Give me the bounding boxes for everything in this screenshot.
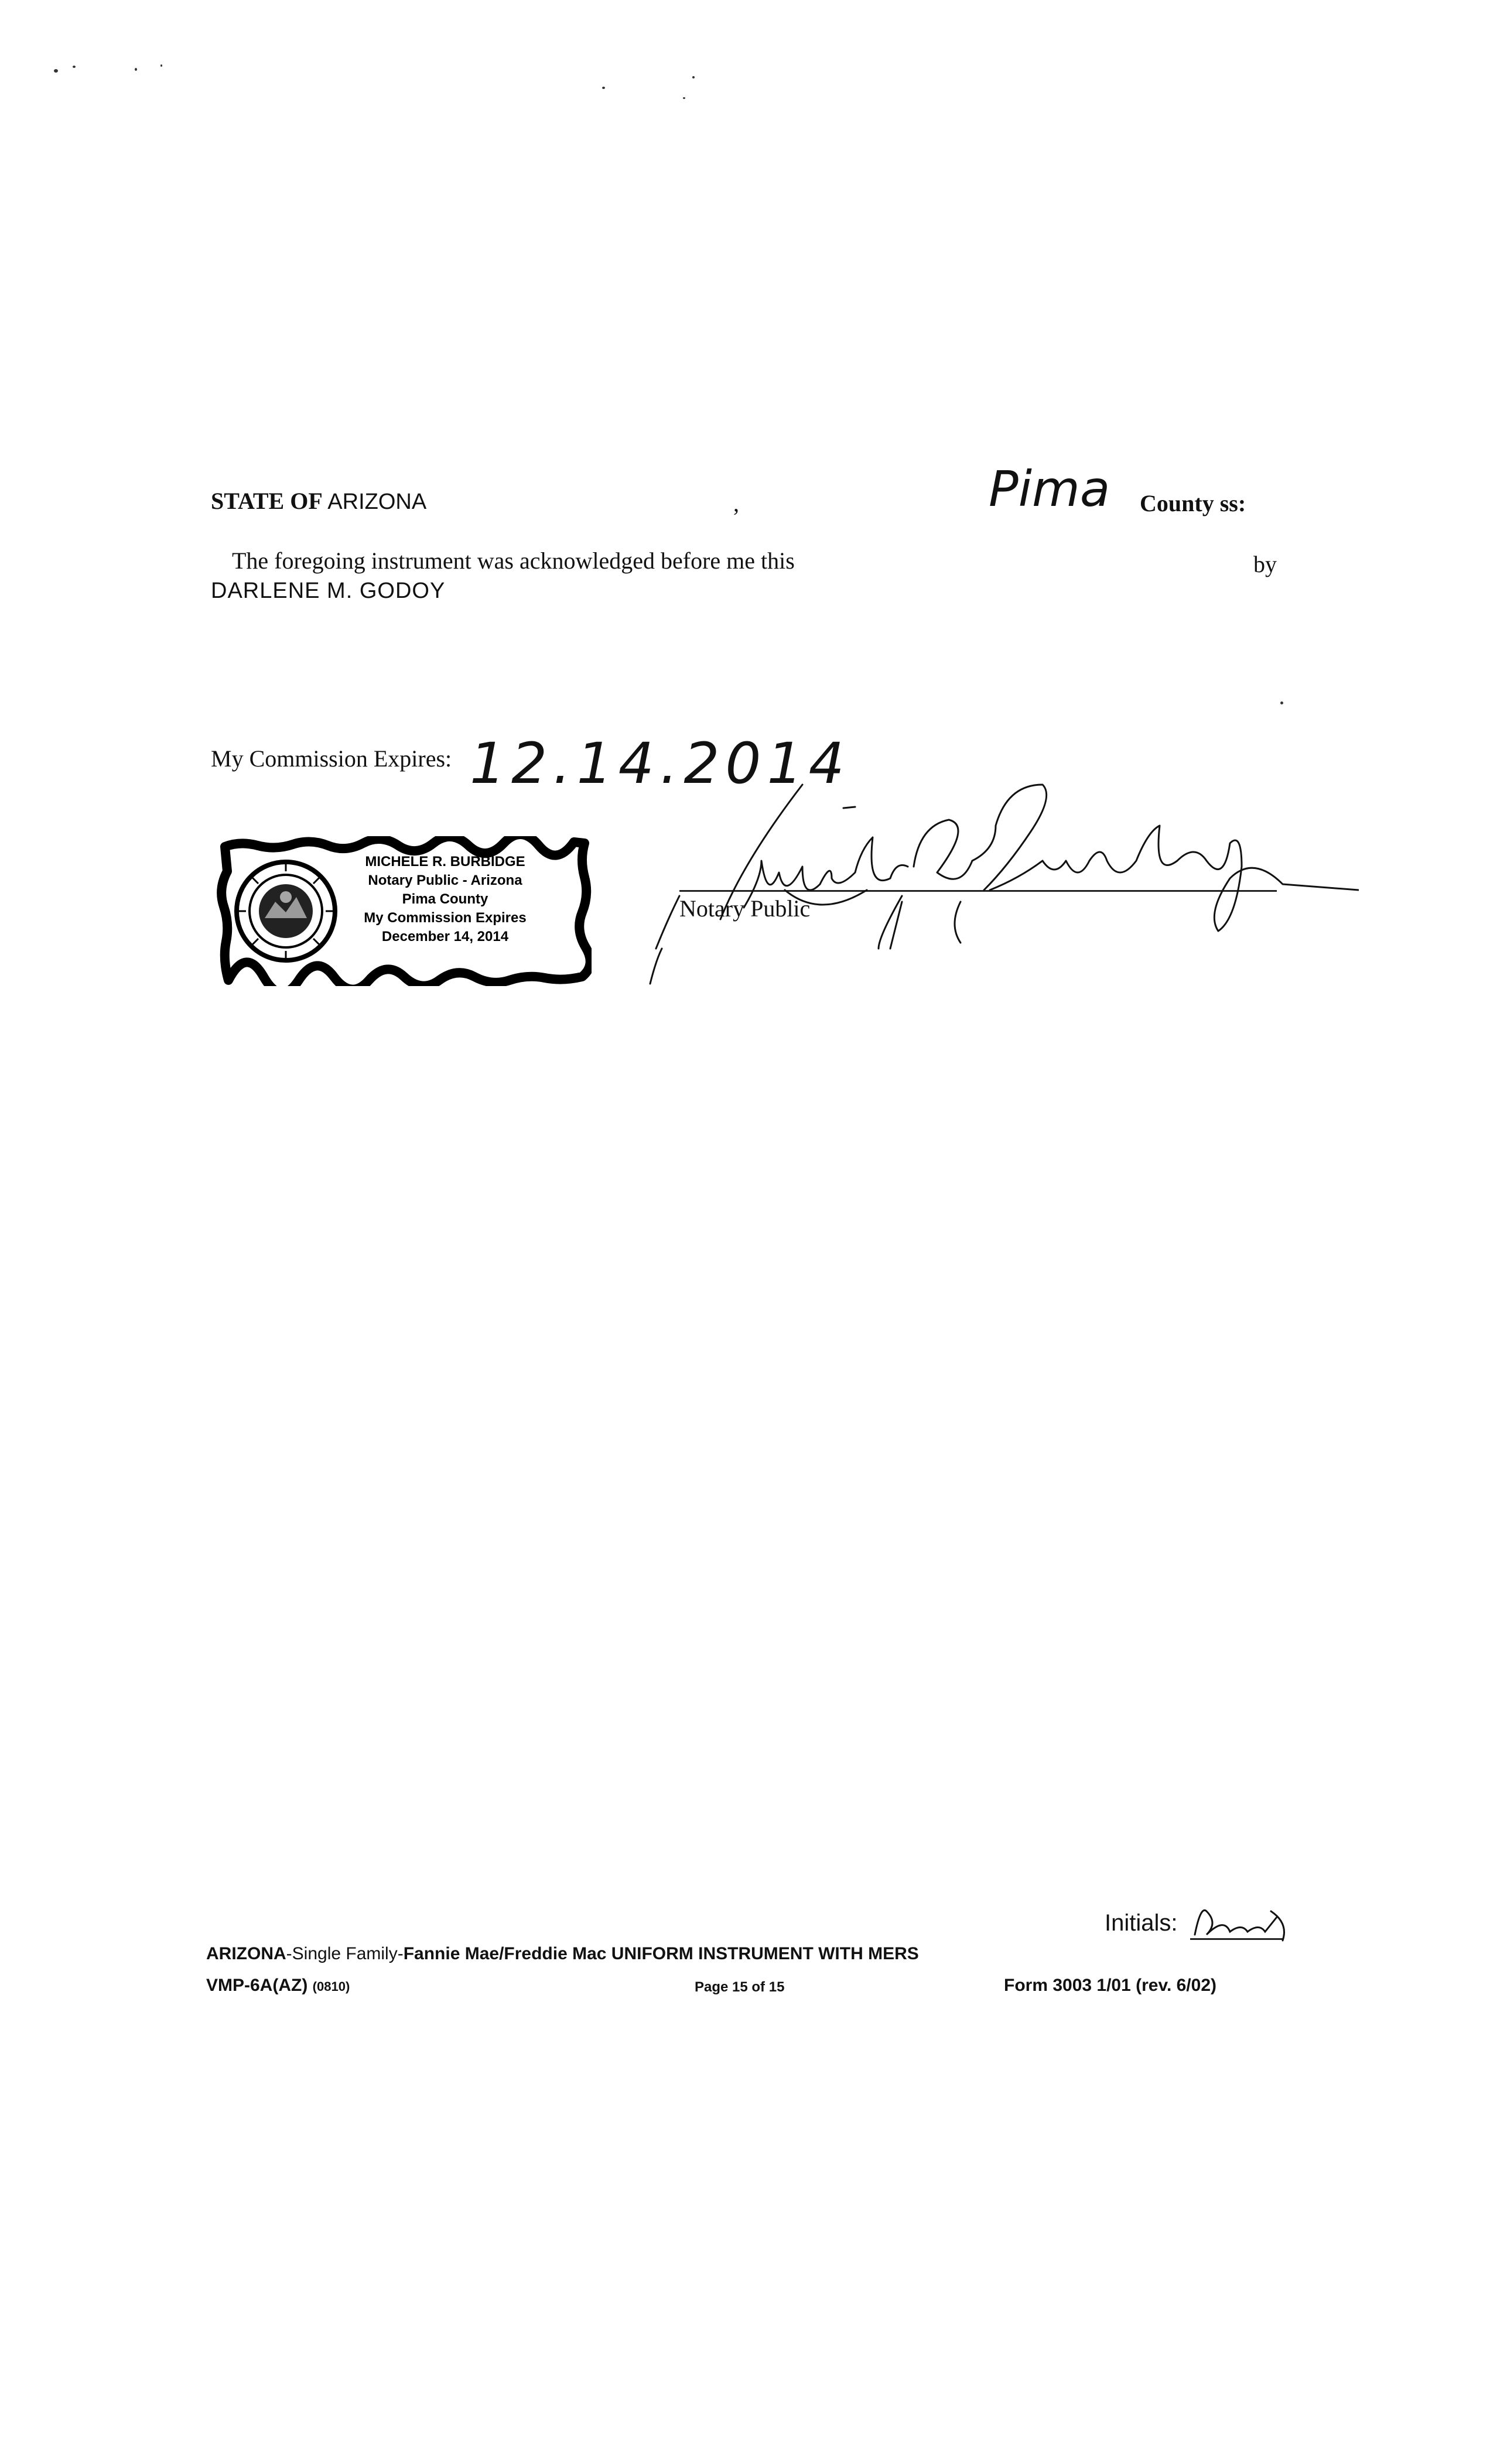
notary-stamp-text [328,853,562,946]
notary-stamp-commission: My Commission Expires [364,910,527,926]
notary-public-label: Notary Public [679,895,811,922]
scan-speck [160,64,162,67]
state-comma: , [733,490,739,516]
state-name: ARIZONA [327,490,427,514]
arizona-seal-icon [237,862,335,960]
by-word: by [1253,551,1277,577]
scan-speck [602,87,605,89]
acknowledgment-text: The foregoing instrument was acknowledged before me this [232,547,795,574]
state-heading [211,487,426,515]
footer-title-uniform: Fannie Mae/Freddie Mac UNIFORM INSTRUMENT WITH MERS [403,1944,919,1963]
footer-title-type: -Single Family- [286,1944,404,1963]
notary-stamp-name: MICHELE R. BURBIDGE [365,854,525,870]
county-suffix: County ss: [1140,490,1246,516]
page-number: Page 15 of 15 [695,1979,785,1995]
form-number: Form 3003 1/01 (rev. 6/02) [1004,1976,1216,1995]
person-name: DARLENE M. GODOY [211,579,446,603]
scan-speck [1280,701,1283,704]
commission-label: My Commission Expires: [211,745,452,772]
notary-stamp-title: Notary Public - Arizona [368,872,522,888]
scan-speck [73,66,76,68]
state-prefix: STATE OF [211,488,322,514]
scan-speck [135,68,137,71]
commission-date-handwritten: 12.14.2014 [470,731,850,796]
form-code: VMP-6A(AZ) [206,1976,308,1995]
scan-speck [54,69,58,73]
county-handwritten: Pima [989,460,1110,518]
notary-stamp-expires: December 14, 2014 [381,929,509,944]
form-code-suffix: (0810) [312,1979,350,1994]
notary-stamp-county: Pima County [402,891,488,907]
notary-signature [644,773,1359,995]
initials-signature [1189,1900,1300,1949]
scan-speck [692,76,695,78]
scan-speck [683,97,685,99]
footer-title-state: ARIZONA [206,1944,286,1963]
footer-form-code [206,1976,350,1996]
initials-label: Initials: [1105,1910,1178,1936]
footer-instrument-title [206,1944,919,1964]
